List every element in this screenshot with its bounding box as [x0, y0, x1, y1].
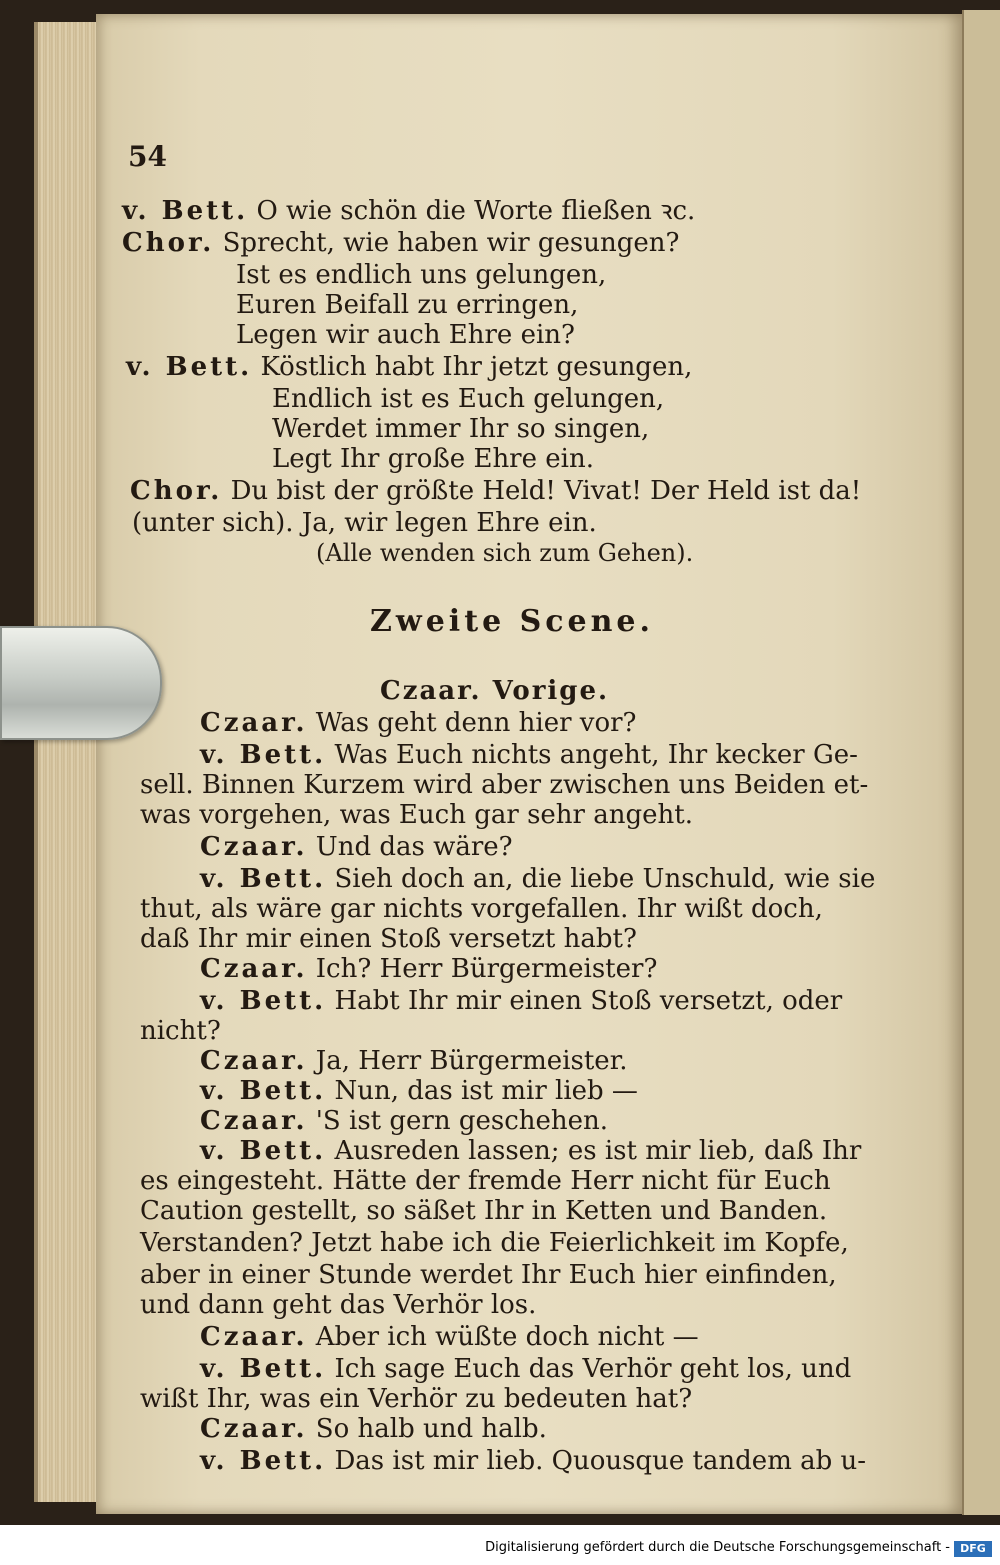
line-text: Sprecht, wie haben wir gesungen? [222, 228, 680, 258]
line-text: 'S ist gern geschehen. [315, 1106, 609, 1136]
dialogue-line: wißt Ihr, was ein Verhör zu bedeuten hat? [140, 1384, 693, 1414]
dialogue-line: aber in einer Stunde werdet Ihr Euch hier einfinden, [140, 1260, 837, 1290]
verse-line: Legt Ihr große Ehre ein. [272, 444, 594, 474]
speaker-label: Czaar. [200, 954, 308, 984]
text-line [122, 196, 695, 226]
text-line [122, 228, 679, 258]
dialogue-line [200, 864, 875, 894]
verse-line: Euren Beifall zu erringen, [236, 290, 579, 320]
scene-cast: Czaar. Vorige. [380, 676, 610, 706]
speaker-label: Czaar. [200, 1106, 308, 1136]
dialogue-line [200, 1136, 861, 1166]
speaker-label: Czaar. [200, 832, 308, 862]
speaker-label: Czaar. [200, 1322, 308, 1352]
dialogue-line: nicht? [140, 1016, 221, 1046]
line-text: Du bist der größte Held! Vivat! Der Held ist da! [230, 476, 862, 506]
dialogue-line [200, 1322, 699, 1352]
dialogue-line [200, 708, 636, 738]
footer-bar [0, 1525, 1000, 1565]
dialogue-line [200, 1106, 608, 1136]
line-text: Was Euch nichts angeht, Ihr kecker Ge- [334, 740, 858, 770]
dialogue-line [200, 986, 842, 1016]
dialogue-line [200, 1076, 638, 1106]
speaker-label: Czaar. [200, 1414, 308, 1444]
line-text: O wie schön die Worte fließen ꝛc. [256, 196, 696, 226]
line-text: Was geht denn hier vor? [315, 708, 637, 738]
line-text: So halb und halb. [315, 1414, 547, 1444]
dialogue-line [200, 740, 858, 770]
speaker-label: v. Bett. [200, 1136, 327, 1166]
text-line [130, 476, 861, 506]
dialogue-line: und dann geht das Verhör los. [140, 1290, 537, 1320]
verse-line: Werdet immer Ihr so singen, [272, 414, 650, 444]
speaker-label: v. Bett. [200, 740, 327, 770]
line-text: Ausreden lassen; es ist mir lieb, daß Ihr [334, 1136, 862, 1166]
speaker-label: Czaar. [200, 708, 308, 738]
dialogue-line: was vorgehen, was Euch gar sehr angeht. [140, 800, 693, 830]
line-text: Und das wäre? [315, 832, 513, 862]
line-text: Ich sage Euch das Verhör geht los, und [334, 1354, 852, 1384]
verse-line: Legen wir auch Ehre ein? [236, 320, 575, 350]
text-line: (unter sich). Ja, wir legen Ehre ein. [132, 508, 597, 538]
dfg-logo-icon: DFG [954, 1541, 992, 1557]
dialogue-line [200, 832, 513, 862]
verse-line: Endlich ist es Euch gelungen, [272, 384, 665, 414]
dialogue-line: es eingesteht. Hätte der fremde Herr nicht für Euch [140, 1166, 831, 1196]
line-text: Sieh doch an, die liebe Unschuld, wie sie [334, 864, 876, 894]
dialogue-line [200, 954, 657, 984]
line-text: Ich? Herr Bürgermeister? [315, 954, 658, 984]
scanner-clamp [0, 626, 162, 740]
line-text: Nun, das ist mir lieb — [334, 1076, 638, 1106]
dialogue-line [200, 1446, 866, 1476]
verse-line: Ist es endlich uns gelungen, [236, 260, 607, 290]
dialogue-line: Caution gestellt, so säßet Ihr in Ketten und Banden. [140, 1196, 828, 1226]
line-text: Habt Ihr mir einen Stoß versetzt, oder [334, 986, 843, 1016]
text-line [126, 352, 692, 382]
dialogue-line [200, 1354, 851, 1384]
page-number: 54 [128, 140, 167, 173]
speaker-label: Czaar. [200, 1046, 308, 1076]
speaker-label: Chor. [122, 228, 215, 258]
speaker-label: v. Bett. [200, 1446, 327, 1476]
stage-direction: (Alle wenden sich zum Gehen). [316, 539, 694, 567]
speaker-label: v. Bett. [122, 196, 249, 226]
speaker-label: v. Bett. [200, 986, 327, 1016]
line-text: Köstlich habt Ihr jetzt gesungen, [260, 352, 693, 382]
funding-credit: Digitalisierung gefördert durch die Deutsche Forschungsgemeinschaft - [485, 1540, 950, 1555]
dialogue-line [200, 1414, 547, 1444]
speaker-label: v. Bett. [200, 864, 327, 894]
speaker-label: v. Bett. [200, 1076, 327, 1106]
dialogue-line [200, 1046, 628, 1076]
speaker-label: Chor. [130, 476, 223, 506]
dialogue-line: thut, als wäre gar nichts vorgefallen. Ihr wißt doch, [140, 894, 823, 924]
line-text: Aber ich wüßte doch nicht — [315, 1322, 699, 1352]
scene-heading: Zweite Scene. [370, 604, 654, 639]
line-text: Das ist mir lieb. Quousque tandem ab u- [334, 1446, 867, 1476]
dialogue-line: Verstanden? Jetzt habe ich die Feierlichkeit im Kopfe, [140, 1228, 849, 1258]
speaker-label: v. Bett. [126, 352, 253, 382]
line-text: Ja, Herr Bürgermeister. [315, 1046, 628, 1076]
speaker-label: v. Bett. [200, 1354, 327, 1384]
dialogue-line: sell. Binnen Kurzem wird aber zwischen uns Beiden et- [140, 770, 869, 800]
dialogue-line: daß Ihr mir einen Stoß versetzt habt? [140, 924, 637, 954]
